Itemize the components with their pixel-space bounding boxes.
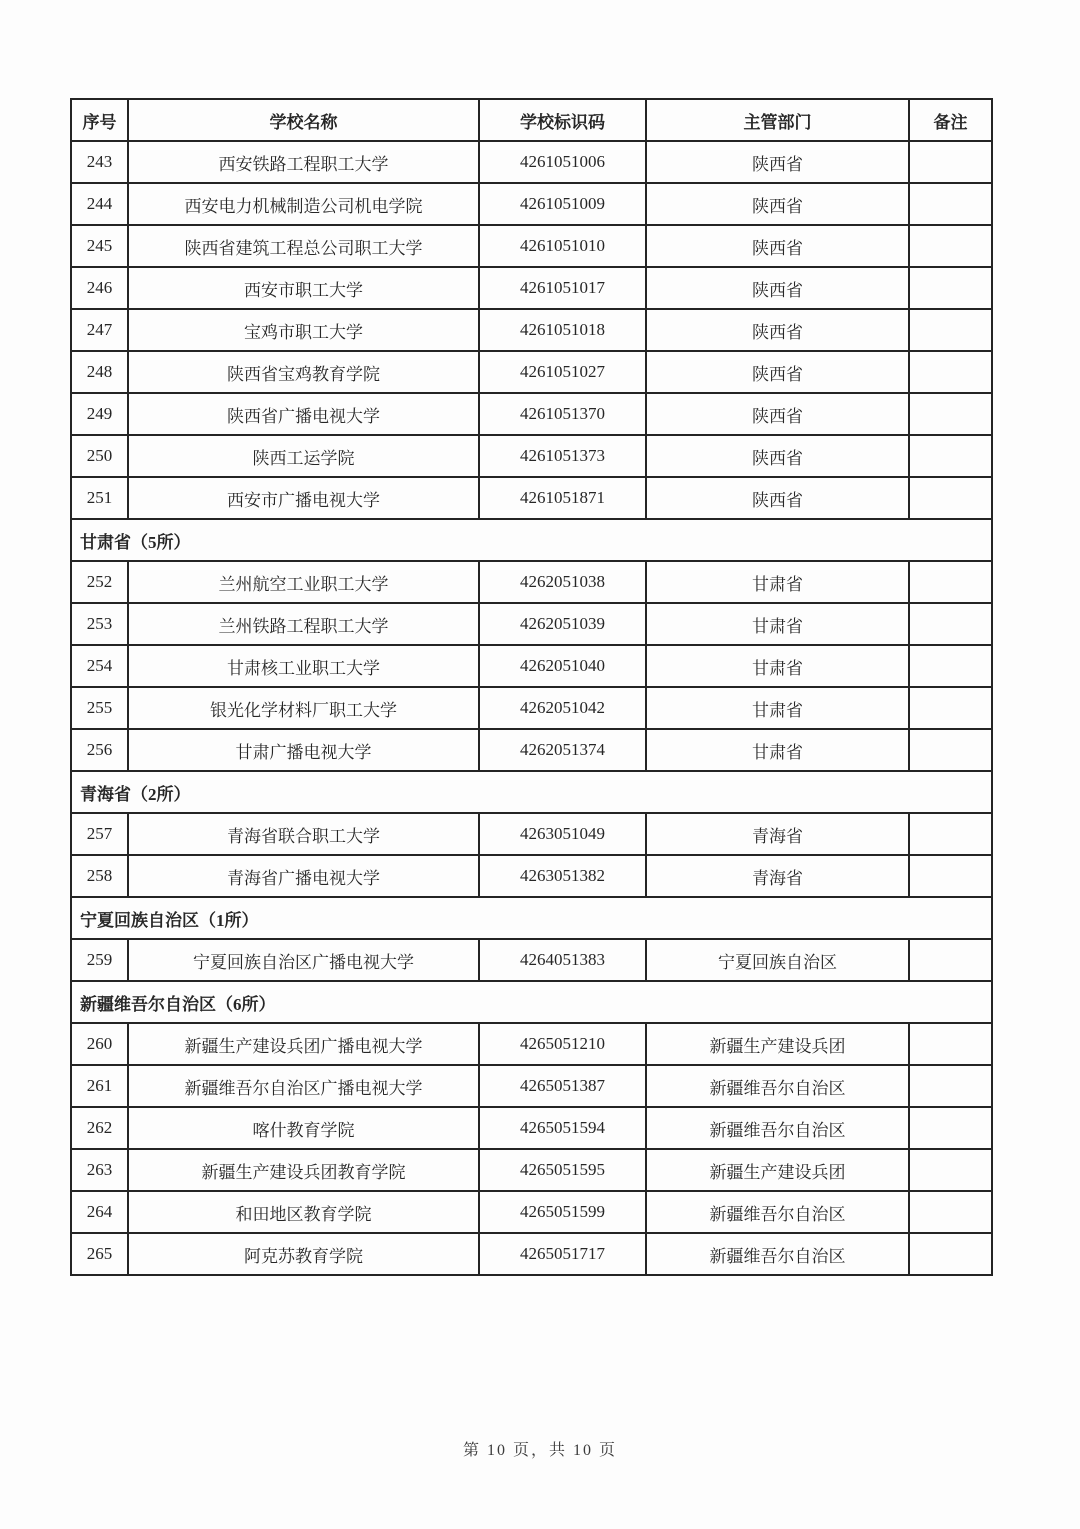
cell-name: 西安电力机械制造公司机电学院 (128, 183, 479, 225)
cell-dept: 青海省 (646, 855, 909, 897)
cell-dept: 陕西省 (646, 267, 909, 309)
cell-no: 248 (71, 351, 128, 393)
cell-dept: 新疆生产建设兵团 (646, 1149, 909, 1191)
cell-name: 阿克苏教育学院 (128, 1233, 479, 1275)
cell-no: 264 (71, 1191, 128, 1233)
cell-name: 新疆生产建设兵团教育学院 (128, 1149, 479, 1191)
table-row (71, 225, 992, 267)
cell-dept: 新疆维吾尔自治区 (646, 1233, 909, 1275)
cell-no: 244 (71, 183, 128, 225)
cell-code: 4262051039 (479, 603, 646, 645)
cell-note (909, 1191, 992, 1233)
table-row (71, 1065, 992, 1107)
table-row (71, 435, 992, 477)
cell-no: 252 (71, 561, 128, 603)
cell-no: 265 (71, 1233, 128, 1275)
cell-dept: 陕西省 (646, 351, 909, 393)
cell-code: 4262051038 (479, 561, 646, 603)
cell-note (909, 477, 992, 519)
cell-dept: 甘肃省 (646, 561, 909, 603)
table-row (71, 729, 992, 771)
cell-note (909, 687, 992, 729)
cell-no: 253 (71, 603, 128, 645)
table-row (71, 267, 992, 309)
section-label: 宁夏回族自治区（1所） (71, 897, 992, 939)
table-row (71, 393, 992, 435)
cell-note (909, 645, 992, 687)
table-row (71, 687, 992, 729)
cell-no: 263 (71, 1149, 128, 1191)
cell-name: 青海省广播电视大学 (128, 855, 479, 897)
cell-note (909, 1233, 992, 1275)
cell-code: 4265051595 (479, 1149, 646, 1191)
cell-dept: 甘肃省 (646, 645, 909, 687)
cell-note (909, 183, 992, 225)
cell-name: 兰州航空工业职工大学 (128, 561, 479, 603)
cell-name: 西安市职工大学 (128, 267, 479, 309)
cell-code: 4261051006 (479, 141, 646, 183)
cell-note (909, 1149, 992, 1191)
cell-dept: 青海省 (646, 813, 909, 855)
cell-no: 254 (71, 645, 128, 687)
cell-no: 243 (71, 141, 128, 183)
cell-code: 4265051717 (479, 1233, 646, 1275)
cell-name: 陕西省宝鸡教育学院 (128, 351, 479, 393)
cell-dept: 陕西省 (646, 309, 909, 351)
cell-name: 甘肃核工业职工大学 (128, 645, 479, 687)
cell-no: 257 (71, 813, 128, 855)
cell-code: 4263051049 (479, 813, 646, 855)
cell-code: 4262051040 (479, 645, 646, 687)
cell-name: 宁夏回族自治区广播电视大学 (128, 939, 479, 981)
cell-name: 兰州铁路工程职工大学 (128, 603, 479, 645)
cell-note (909, 1065, 992, 1107)
table-row (71, 309, 992, 351)
table-row (71, 645, 992, 687)
cell-code: 4261051018 (479, 309, 646, 351)
cell-code: 4261051009 (479, 183, 646, 225)
cell-dept: 陕西省 (646, 393, 909, 435)
cell-dept: 新疆维吾尔自治区 (646, 1065, 909, 1107)
cell-name: 新疆生产建设兵团广播电视大学 (128, 1023, 479, 1065)
cell-code: 4265051594 (479, 1107, 646, 1149)
cell-code: 4261051027 (479, 351, 646, 393)
cell-code: 4261051010 (479, 225, 646, 267)
cell-no: 245 (71, 225, 128, 267)
cell-code: 4265051210 (479, 1023, 646, 1065)
cell-no: 250 (71, 435, 128, 477)
cell-dept: 新疆生产建设兵团 (646, 1023, 909, 1065)
cell-name: 和田地区教育学院 (128, 1191, 479, 1233)
cell-code: 4264051383 (479, 939, 646, 981)
cell-code: 4263051382 (479, 855, 646, 897)
cell-no: 259 (71, 939, 128, 981)
cell-name: 喀什教育学院 (128, 1107, 479, 1149)
cell-name: 陕西工运学院 (128, 435, 479, 477)
table-row (71, 477, 992, 519)
cell-note (909, 813, 992, 855)
cell-code: 4262051374 (479, 729, 646, 771)
cell-code: 4265051387 (479, 1065, 646, 1107)
section-row (71, 981, 992, 1023)
cell-note (909, 561, 992, 603)
cell-dept: 甘肃省 (646, 729, 909, 771)
cell-note (909, 1107, 992, 1149)
cell-dept: 甘肃省 (646, 687, 909, 729)
table-row (71, 1149, 992, 1191)
table-row (71, 813, 992, 855)
table-row (71, 855, 992, 897)
cell-note (909, 309, 992, 351)
header-remarks: 备注 (909, 99, 992, 141)
header-supervising-department: 主管部门 (646, 99, 909, 141)
cell-code: 4261051373 (479, 435, 646, 477)
cell-dept: 陕西省 (646, 183, 909, 225)
header-row (71, 99, 992, 141)
cell-note (909, 393, 992, 435)
cell-code: 4262051042 (479, 687, 646, 729)
cell-note (909, 351, 992, 393)
page-number-footer: 第 10 页，共 10 页 (462, 1442, 617, 1459)
cell-no: 261 (71, 1065, 128, 1107)
cell-no: 246 (71, 267, 128, 309)
header-serial-number: 序号 (71, 99, 128, 141)
cell-note (909, 141, 992, 183)
cell-no: 262 (71, 1107, 128, 1149)
header-school-name: 学校名称 (128, 99, 479, 141)
cell-note (909, 1023, 992, 1065)
cell-dept: 新疆维吾尔自治区 (646, 1191, 909, 1233)
table-row (71, 561, 992, 603)
cell-code: 4261051871 (479, 477, 646, 519)
section-row (71, 771, 992, 813)
table-row (71, 603, 992, 645)
table-row (71, 183, 992, 225)
table-row (71, 1023, 992, 1065)
cell-note (909, 225, 992, 267)
table-row (71, 939, 992, 981)
table-row (71, 1191, 992, 1233)
cell-dept: 宁夏回族自治区 (646, 939, 909, 981)
cell-no: 255 (71, 687, 128, 729)
school-list-table (70, 98, 993, 1276)
cell-no: 258 (71, 855, 128, 897)
cell-name: 银光化学材料厂职工大学 (128, 687, 479, 729)
cell-note (909, 603, 992, 645)
cell-name: 陕西省广播电视大学 (128, 393, 479, 435)
cell-name: 西安市广播电视大学 (128, 477, 479, 519)
cell-name: 陕西省建筑工程总公司职工大学 (128, 225, 479, 267)
cell-note (909, 939, 992, 981)
cell-no: 256 (71, 729, 128, 771)
cell-name: 宝鸡市职工大学 (128, 309, 479, 351)
cell-no: 247 (71, 309, 128, 351)
cell-no: 260 (71, 1023, 128, 1065)
cell-name: 新疆维吾尔自治区广播电视大学 (128, 1065, 479, 1107)
cell-code: 4261051017 (479, 267, 646, 309)
cell-code: 4261051370 (479, 393, 646, 435)
cell-dept: 陕西省 (646, 477, 909, 519)
cell-no: 249 (71, 393, 128, 435)
section-label: 甘肃省（5所） (71, 519, 992, 561)
cell-dept: 陕西省 (646, 141, 909, 183)
header-school-code: 学校标识码 (479, 99, 646, 141)
table-row (71, 141, 992, 183)
cell-dept: 陕西省 (646, 225, 909, 267)
cell-note (909, 855, 992, 897)
table-row (71, 1107, 992, 1149)
section-row (71, 897, 992, 939)
cell-note (909, 267, 992, 309)
table-body (71, 141, 992, 1275)
cell-dept: 甘肃省 (646, 603, 909, 645)
cell-name: 青海省联合职工大学 (128, 813, 479, 855)
cell-note (909, 435, 992, 477)
cell-no: 251 (71, 477, 128, 519)
cell-dept: 陕西省 (646, 435, 909, 477)
section-label: 青海省（2所） (71, 771, 992, 813)
section-label: 新疆维吾尔自治区（6所） (71, 981, 992, 1023)
table-row (71, 351, 992, 393)
cell-note (909, 729, 992, 771)
cell-name: 西安铁路工程职工大学 (128, 141, 479, 183)
cell-code: 4265051599 (479, 1191, 646, 1233)
cell-dept: 新疆维吾尔自治区 (646, 1107, 909, 1149)
table-header (71, 99, 992, 141)
cell-name: 甘肃广播电视大学 (128, 729, 479, 771)
table-row (71, 1233, 992, 1275)
section-row (71, 519, 992, 561)
